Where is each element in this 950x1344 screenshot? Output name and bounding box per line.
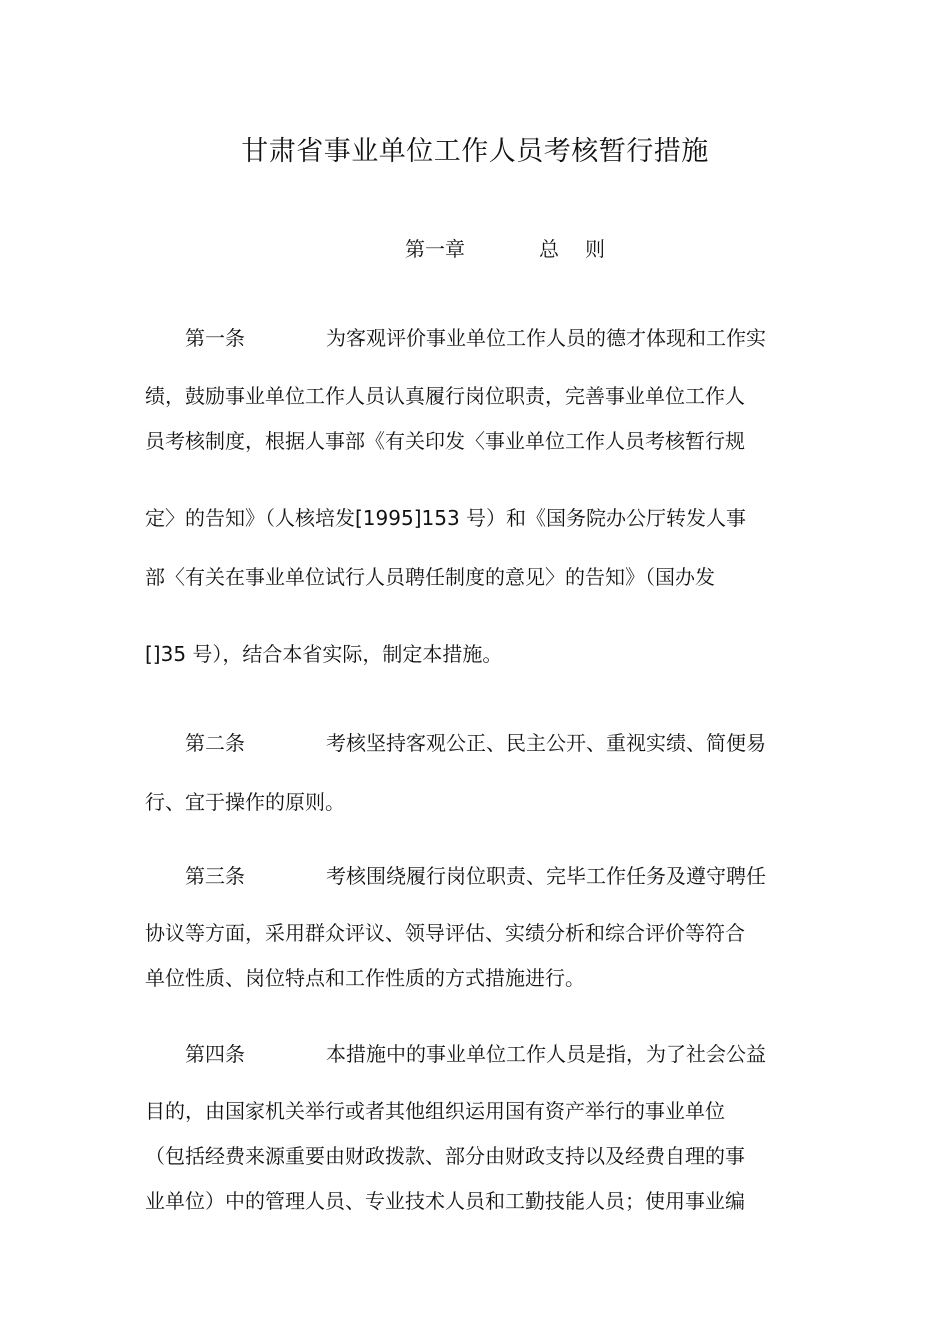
article-text-line: 绩，鼓励事业单位工作人员认真履行岗位职责，完善事业单位工作人 (145, 384, 745, 408)
article-text-line: 单位性质、岗位特点和工作性质的方式措施进行。 (145, 966, 585, 990)
article-text-line: 协议等方面，采用群众评议、领导评估、实绩分析和综合评价等符合 (145, 921, 745, 945)
article-text-line: 考核围绕履行岗位职责、完毕工作任务及遵守聘任 (326, 864, 766, 888)
article-text-line: 为客观评价事业单位工作人员的德才体现和工作实 (326, 326, 766, 350)
article-text-line: 员考核制度，根据人事部《有关印发〈事业单位工作人员考核暂行规 (145, 429, 745, 453)
article-label: 第三条 (185, 864, 245, 888)
document-title: 甘肃省事业单位工作人员考核暂行措施 (241, 136, 709, 167)
article-text-line: []35 号），结合本省实际，制定本措施。 (145, 642, 503, 666)
article-label: 第四条 (185, 1042, 245, 1066)
article-text-line: 考核坚持客观公正、民主公开、重视实绩、简便易 (326, 731, 766, 755)
chapter-heading (405, 235, 631, 263)
article-text-line: 定〉的告知》（人核培发[1995]153 号）和《国务院办公厅转发人事 (145, 506, 747, 530)
chapter-number: 第一章 (405, 237, 465, 261)
article-text-line: 行、宜于操作的原则。 (145, 790, 345, 814)
article-text-line: （包括经费来源重要由财政拨款、部分由财政支持以及经费自理的事 (145, 1144, 745, 1168)
article-text-line: 本措施中的事业单位工作人员是指，为了社会公益 (326, 1042, 766, 1066)
article-label: 第一条 (185, 326, 245, 350)
article-label: 第二条 (185, 731, 245, 755)
article-text-line: 目的，由国家机关举行或者其他组织运用国有资产举行的事业单位 (145, 1099, 725, 1123)
chapter-name: 总则 (539, 237, 631, 261)
article-text-line: 部〈有关在事业单位试行人员聘任制度的意见〉的告知》（国办发 (145, 565, 715, 589)
article-text-line: 业单位）中的管理人员、专业技术人员和工勤技能人员；使用事业编 (145, 1189, 745, 1213)
